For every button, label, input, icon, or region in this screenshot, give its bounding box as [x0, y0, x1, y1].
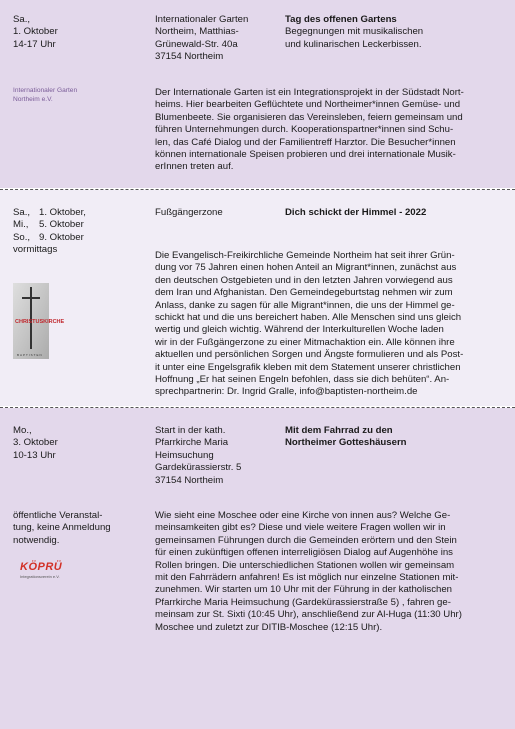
organizer-label: Internationaler Garten Northeim e.V. [13, 87, 78, 103]
event-date: Sa., 1. Oktober, Mi., 5. Oktober So., 9. Oktober vormittags [13, 207, 86, 256]
event-date: Sa., 1. Oktober 14-17 Uhr [13, 14, 58, 50]
registration-note: öffentliche Veranstal- tung, keine Anmeldung notwendig. [13, 510, 111, 546]
event-description: Der Internationale Garten ist ein Integrationsprojekt in der Südstadt Nort- heims. Hier bearbeiten Geflüchtete und Northeimer*innen Gemüse- und Blumenbeete. Sie organisieren das Vereinsleben, feiern gemeinsam und führen Unternehmungen durch. Kooperationspartner*innen sind Schu- len, das Café Dialog und der Familientreff Harztor. Die Besucher*innen können internationale Speisen probieren und drei internationale Musik- erInnen treten auf. [155, 87, 464, 173]
event-title-block: Tag des offenen Gartens Begegnungen mit musikalischen und kulinarischen Leckerbissen. [285, 14, 507, 51]
event-description: Wie sieht eine Moschee oder eine Kirche von innen aus? Welche Ge- meinsamkeiten gibt es? Diese und viele weitere Fragen wollen wir in gemeinsamen Führungen durch die Gemeinden erörtern und den Stein für einen zukünftigen offenen interreligiösen Dialog auf Augenhöhe ins Rollen bringen. Die unterschiedlichen Stationen wollen wir gemeinsam mit den Fahrrädern anfahren! Es ist möglich nur einzelne Stationen mit- zunehmen. Wir starten um 10 Uhr mit der Führung in der katholischen Pfarrkirche Maria Heimsuchung (Gardekürassierstraße 5) , fahren ge- meinsam zur St. Sixti (10:45 Uhr), anschließend zur Al-Huga (11:30 Uhr) Moschee und zuletzt zur DITIB-Moschee (12:15 Uhr). [155, 510, 462, 633]
event-date: Mo., 3. Oktober 10-13 Uhr [13, 425, 58, 461]
event-title: Dich schickt der Himmel - 2022 [285, 207, 427, 218]
event-location: Start in der kath. Pfarrkirche Maria Heimsuchung Gardekürassierstr. 5 37154 Northeim [155, 425, 242, 486]
event-description: Die Evangelisch-Freikirchliche Gemeinde Northeim hat seit ihrer Grün- dung vor 75 Jahren einen hohen Anteil an Migrant*innen, zunächst aus den deutschen Ostgebieten und in den letzten Jahren vorwiegend aus dem Iran und Afghanistan. Den Gemeindegeburtstag nehmen wir zum Anlass, danke zu sagen für alle Migrant*innen, die uns der Himmel ge- schickt hat und die uns bereichert haben. Alle Menschen sind uns gleich wertig und gleich wichtig. Während der Interkulturellen Woche laden wir in der Fußgängerzone zu einer Mitmachaktion ein. Alle können ihre aktuellen und persönlichen Sorgen und Ängste formulieren und als Post- it unter eine Engelsgrafik kleben mit dem Statement unserer christlichen Hoffnung „Er hat seinen Engeln befohlen, dass sie dich behüten“. An- sprechpartnerin: Dr. Ingrid Gralle, info@baptisten-northeim.de [155, 250, 464, 398]
koepru-logo: KÖPRÜ Integrationsverein e.V. [20, 561, 63, 579]
event-location: Internationaler Garten Northeim, Matthias- Grünewald-Str. 40a 37154 Northeim [155, 14, 249, 63]
event-title: Mit dem Fahrrad zu den Northeimer Gotteshäusern [285, 425, 407, 449]
logo-text: CHRISTUSKIRCHE [15, 319, 65, 325]
event-title: Tag des offenen Gartens [285, 14, 397, 25]
logo-subtext: BAPTISTEN [17, 353, 43, 357]
christuskirche-logo [13, 283, 65, 359]
event-location: Fußgängerzone [155, 207, 223, 218]
